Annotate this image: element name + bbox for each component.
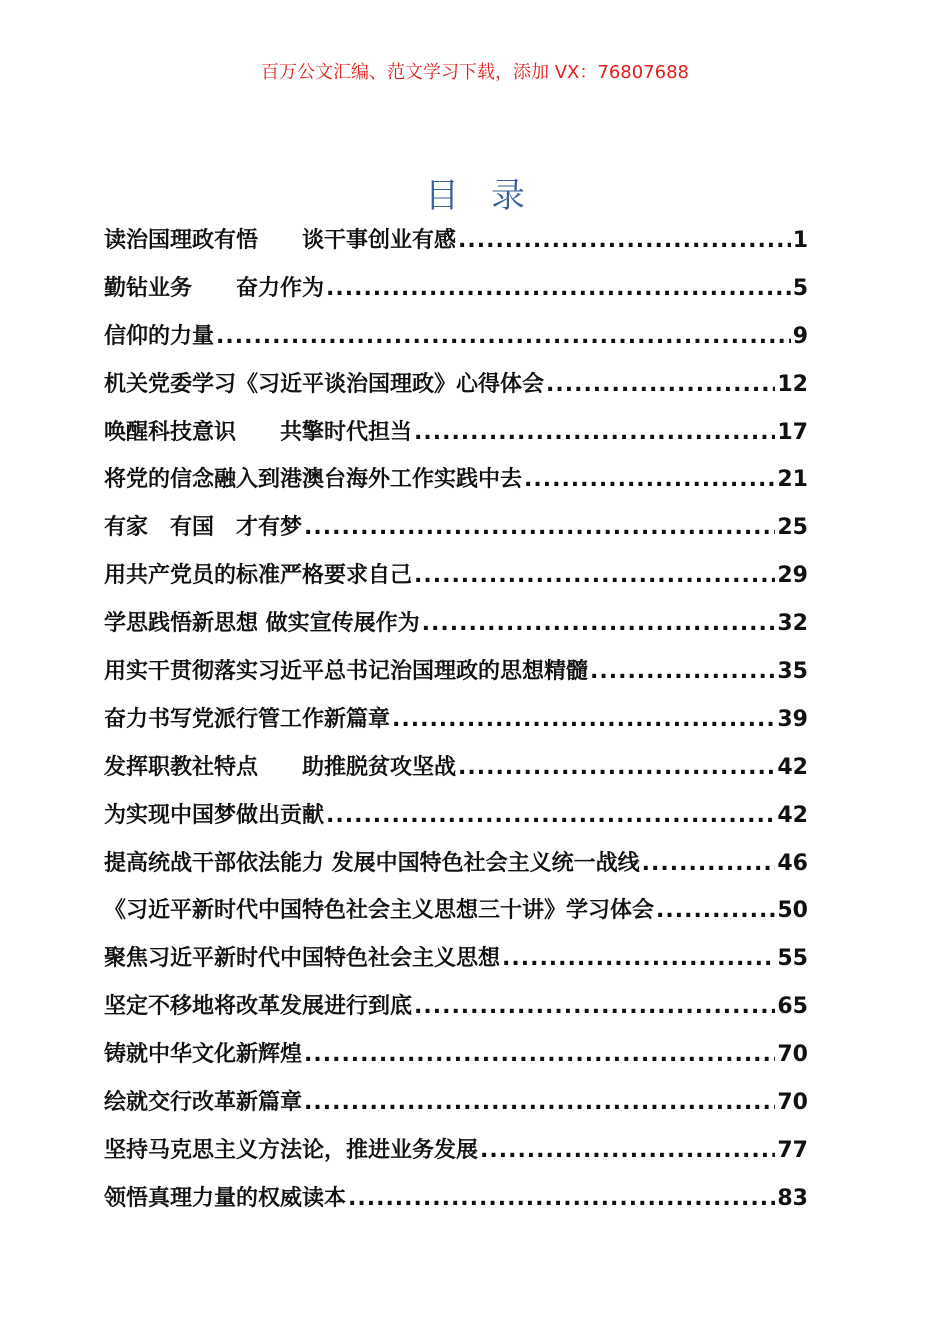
toc-entry[interactable] (104, 223, 808, 271)
toc-dot-leader (502, 946, 775, 971)
toc-entry-page-number: 17 (777, 419, 808, 445)
toc-dot-leader (414, 994, 775, 1019)
toc-dot-leader (656, 898, 775, 923)
toc-entry-title: 坚定不移地将改革发展进行到底 (104, 994, 413, 1020)
toc-entry-title: 绘就交行改革新篇章 (104, 1090, 303, 1116)
toc-entry[interactable] (104, 1181, 808, 1229)
toc-entry-title: 有家 有国 才有梦 (104, 515, 303, 541)
header-note: 百万公文汇编、范文学习下载，添加 VX：76807688 (261, 62, 689, 83)
toc-dot-leader (422, 611, 776, 636)
toc-entry-page-number: 25 (777, 515, 808, 541)
toc-dot-leader (348, 1186, 775, 1211)
toc-entry-title: 领悟真理力量的权威读本 (104, 1185, 347, 1211)
toc-entry-title: 铸就中华文化新辉煌 (104, 1042, 303, 1068)
toc-entry-page-number: 55 (777, 946, 808, 972)
toc-dot-leader (458, 755, 775, 780)
toc-list (104, 223, 808, 1229)
toc-entry-page-number: 70 (777, 1090, 808, 1116)
toc-entry-title: 用共产党员的标准严格要求自己 (104, 563, 413, 589)
toc-entry-title: 奋力书写党派行管工作新篇章 (104, 706, 391, 732)
toc-entry[interactable] (104, 941, 808, 989)
toc-dot-leader (524, 467, 775, 492)
toc-entry-title: 读治国理政有悟 谈干事创业有感 (104, 228, 457, 253)
toc-entry-title: 坚持马克思主义方法论，推进业务发展 (104, 1137, 479, 1163)
toc-entry-title: 唤醒科技意识 共擎时代担当 (104, 419, 413, 445)
toc-dot-leader (326, 276, 791, 301)
toc-dot-leader (392, 707, 775, 732)
toc-dot-leader (216, 324, 791, 349)
toc-entry-page-number: 29 (777, 563, 808, 589)
toc-entry[interactable] (104, 1085, 808, 1133)
toc-entry-page-number: 50 (777, 898, 808, 924)
toc-entry-title: 为实现中国梦做出贡献 (104, 802, 325, 828)
toc-entry-title: 勤钻业务 奋力作为 (104, 275, 325, 301)
toc-dot-leader (304, 1090, 775, 1115)
toc-entry-page-number: 1 (792, 228, 808, 253)
toc-entry[interactable] (104, 989, 808, 1037)
toc-entry-page-number: 65 (777, 994, 808, 1020)
toc-entry[interactable] (104, 558, 808, 606)
toc-dot-leader (480, 1138, 775, 1163)
toc-entry-title: 发挥职教社特点 助推脱贫攻坚战 (104, 754, 457, 780)
toc-dot-leader (414, 420, 775, 445)
toc-entry[interactable] (104, 415, 808, 463)
toc-dot-leader (326, 803, 775, 828)
toc-entry[interactable] (104, 1133, 808, 1181)
toc-entry[interactable] (104, 319, 808, 367)
toc-entry-page-number: 21 (777, 467, 808, 493)
toc-entry[interactable] (104, 798, 808, 846)
toc-entry-page-number: 70 (777, 1042, 808, 1068)
toc-entry-title: 学思践悟新思想 做实宣传展作为 (104, 611, 420, 637)
toc-entry[interactable] (104, 510, 808, 558)
toc-entry-title: 《习近平新时代中国特色社会主义思想三十讲》学习体会 (104, 898, 655, 924)
toc-entry[interactable] (104, 367, 808, 415)
toc-dot-leader (590, 659, 775, 684)
toc-entry-title: 机关党委学习《习近平谈治国理政》心得体会 (104, 371, 545, 397)
toc-entry-page-number: 5 (792, 275, 808, 301)
toc-entry[interactable] (104, 893, 808, 941)
toc-entry-page-number: 39 (777, 706, 808, 732)
toc-entry-title: 聚焦习近平新时代中国特色社会主义思想 (104, 946, 501, 972)
toc-entry-page-number: 42 (777, 802, 808, 828)
toc-entry-page-number: 35 (777, 659, 808, 685)
toc-entry[interactable] (104, 702, 808, 750)
toc-entry-page-number: 9 (792, 323, 808, 349)
toc-entry-page-number: 77 (777, 1137, 808, 1163)
toc-entry[interactable] (104, 750, 808, 798)
toc-entry[interactable] (104, 1037, 808, 1085)
toc-dot-leader (546, 372, 775, 397)
toc-entry-title: 提高统战干部依法能力 发展中国特色社会主义统一战线 (104, 850, 640, 876)
toc-entry-page-number: 42 (777, 754, 808, 780)
toc-dot-leader (304, 1042, 775, 1067)
toc-entry[interactable] (104, 654, 808, 702)
toc-entry-title: 将党的信念融入到港澳台海外工作实践中去 (104, 467, 523, 493)
toc-dot-leader (642, 851, 776, 876)
toc-entry[interactable] (104, 462, 808, 510)
toc-dot-leader (304, 515, 775, 540)
toc-title: 目录 (425, 176, 557, 216)
toc-entry[interactable] (104, 606, 808, 654)
toc-entry[interactable] (104, 271, 808, 319)
toc-dot-leader (414, 563, 775, 588)
toc-entry-page-number: 32 (777, 611, 808, 637)
toc-entry-page-number: 83 (777, 1185, 808, 1211)
toc-entry-page-number: 12 (777, 371, 808, 397)
toc-entry-title: 用实干贯彻落实习近平总书记治国理政的思想精髓 (104, 659, 589, 685)
toc-entry-title: 信仰的力量 (104, 323, 215, 349)
toc-entry[interactable] (104, 846, 808, 894)
toc-dot-leader (458, 228, 791, 253)
toc-entry-page-number: 46 (777, 850, 808, 876)
